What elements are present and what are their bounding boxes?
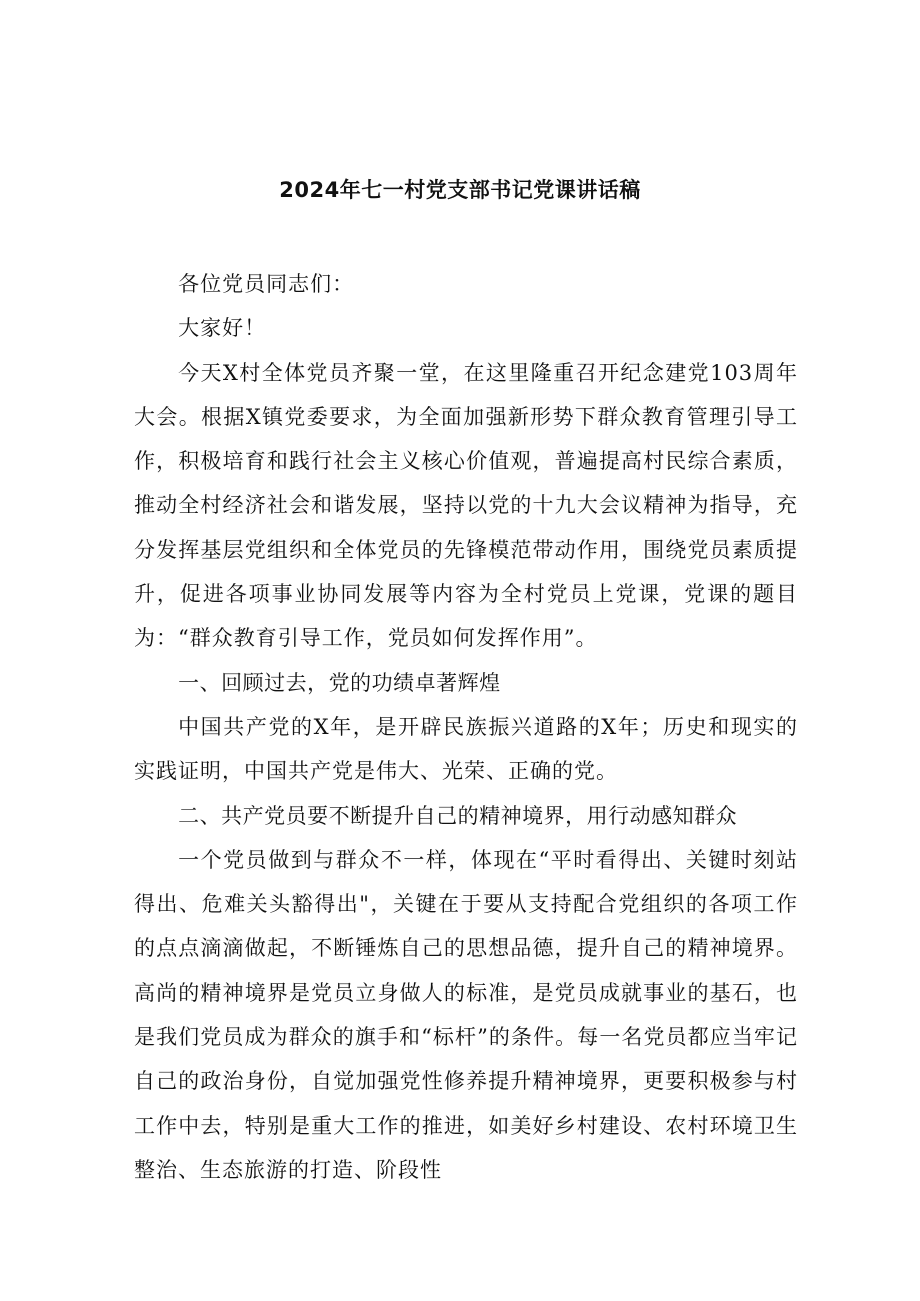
document-title: 2024年七一村党支部书记党课讲话稿 [279,178,641,202]
section-2-heading: 二、共产党员要不断提升自己的精神境界，用行动感知群众 [178,803,738,828]
document-body [134,262,798,1192]
section-1-paragraph: 中国共产党的X年，是开辟民族振兴道路的X年；历史和现实的实践证明，中国共产党是伟大、光荣、正确的党。 [134,714,798,784]
salutation-paragraph: 大家好！ [178,316,267,341]
section-2-paragraph: 一个党员做到与群众不一样，体现在“平时看得出、关键时刻站得出、危难关头豁得出"，关键在于要从支持配合党组织的各项工作的点点滴滴做起，不断锤炼自己的思想品德，提升自己的精神境界。高尚的精神境界是党员立身做人的标准，是党员成就事业的基石，也是我们党员成为群众的旗手和“标杆”的条件。每一名党员都应当牢记自己的政治身份，自觉加强党性修养提升精神境界，更要积极参与村工作中去，特别是重大工作的推进，如美好乡村建设、农村环境卫生整治、生态旅游的打造、阶段性 [134,847,798,1182]
greeting-paragraph: 各位党员同志们： [178,272,355,296]
intro-paragraph: 今天X村全体党员齐聚一堂，在这里隆重召开纪念建党103周年大会。根据X镇党委要求，为全面加强新形势下群众教育管理引导工作，积极培育和践行社会主义核心价值观，普遍提高村民综合素质，推动全村经济社会和谐发展，坚持以党的十九大会议精神为指导，充分发挥基层党组织和全体党员的先锋模范带动作用，围绕党员素质提升，促进各项事业协同发展等内容为全村党员上党课，党课的题目为：“群众教育引导工作，党员如何发挥作用”。 [134,360,798,651]
section-1-heading: 一、回顾过去，党的功绩卓著辉煌 [178,670,501,695]
